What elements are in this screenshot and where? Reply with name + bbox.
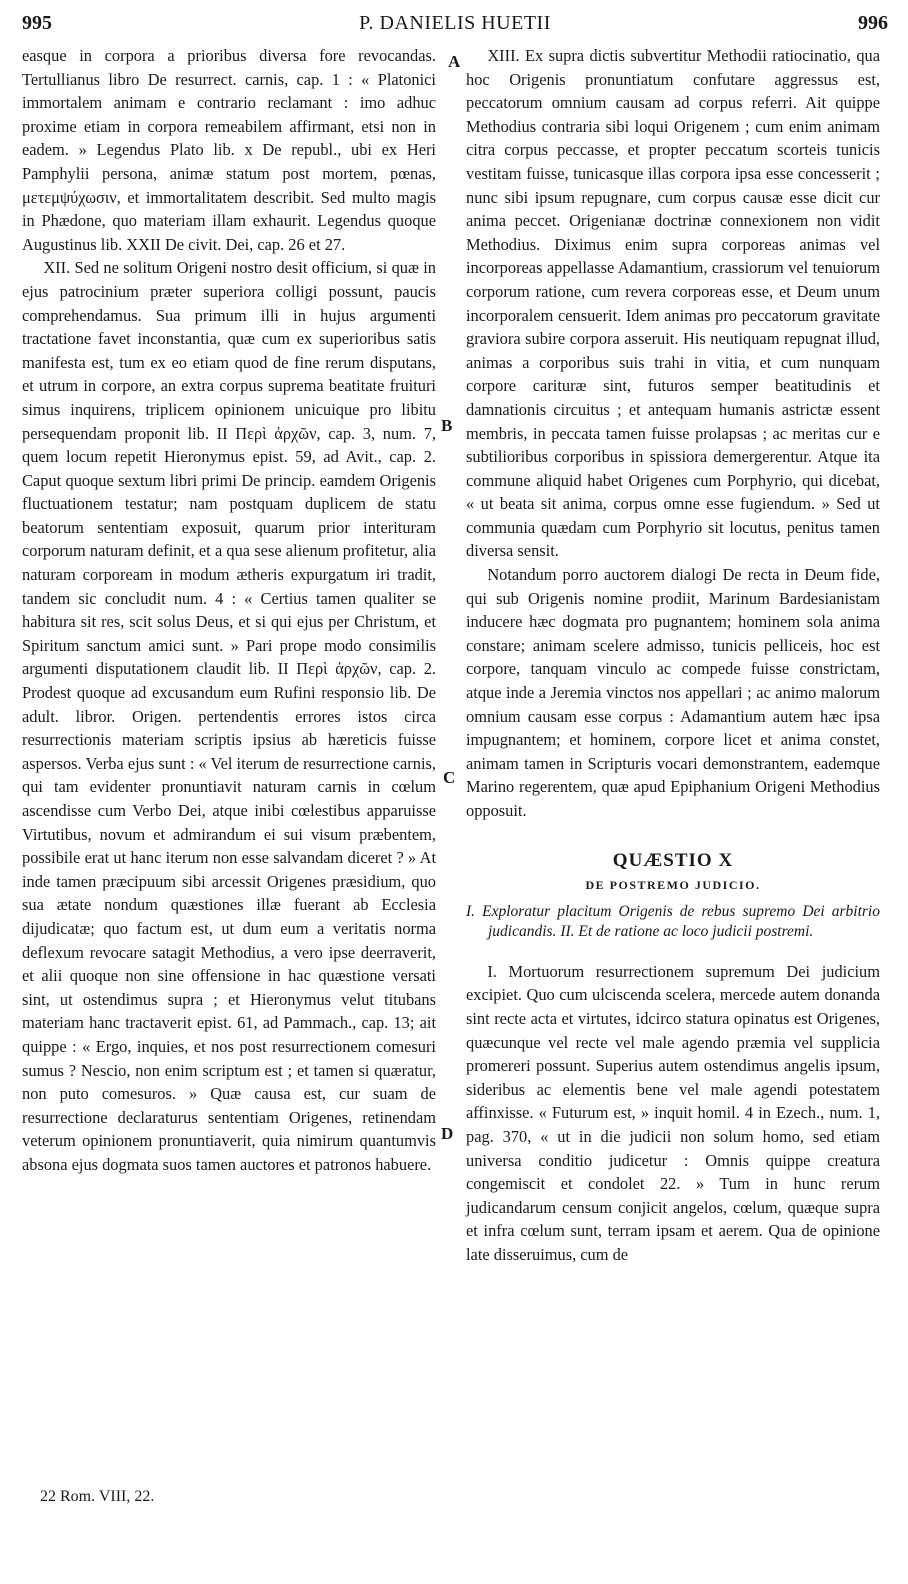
left-paragraph-2: XII. Sed ne solitum Origeni nostro desit officium, si quæ in ejus patrocinium præter superiora colligi possunt, paucis comprehendamus. Sua primum illi in hujus argumenti tractatione favet inconstantia, quæ cum ex superioribus satis manifesta est, tum ex eo etiam quod de fine rerum disputans, et utrum in corpore, an extra corpus suprema beatitate fruituri simus inquirens, triplicem opinionem unicuique pro libitu persequendam proponit lib. II Περὶ ἀρχῶν, cap. 3, num. 7, quem locum repetit Hieronymus epist. 59, ad Avit., cap. 2. Caput quoque sextum libri primi De princip. eamdem Origenis fluctuationem testatur; nam postquam duplicem de statu beatorum sententiam exposuit, quarum prior interituram corporum naturam definit, et a qua sese alienum profitetur, alia naturam corpoream in modum ætheris expurgatum iri tradit, tandem sic concludit num. 4 : « Certius tamen qualiter se habitura sit res, scit solus Deus, et si qui ejus per Christum, et Spiritum sanctum amici sunt. » Pari prope modo consimilis argumenti disputationem claudit lib. II Περὶ ἀρχῶν, cap. 2. Prodest quoque ad excusandum eum Rufini responsio lib. De adult. libror. Origen. pertendentis errores istos circa resurrectionis materiam scriptis ipsius ab hæreticis fuisse aspersos. Verba ejus sunt : « Vel iterum de resurrectione carnis, qui tam evidenter pronuntiavit naturam carnis in cœlum ascendisse cum Verbo Dei, atque inibi cœlestibus apparuisse Virtutibus, novum et admirandum ei sui visum præbentem, possibile erat ut hanc iterum non esse salvandam diceret ? » At inde tamen præcipuum sibi arcessit Origenes præsidium, quo sua ætate nondum quæstiones illæ fuerant ab Ecclesia dijudicatæ; quo factum est, ut dum eum a veritatis norma deflexum revocare satagit Methodius, a vero ipse deerraverit, et alii quoque non sine offensione in hac quæstione versati sint, ut ostendimus supra ; et Hieronymus velut titubans materiam hanc tractaverit epist. 61, ad Pammach., cap. 13; ait quippe : « Ergo, inquies, et nos post resurrectionem comesuri sumus ? Nescio, non enim scriptum est ; et tamen si quæratur, non puto comesuros. » Quæ causa est, cur suam de resurrectione declaraturus sententiam Origenes, retinendam veterum opinionem pronuntiaverit, quia nimirum quantumvis absona ejus dogmata suos tamen auctores et patronos habuere. — [22, 258, 436, 1174]
margin-marker-c: C — [443, 768, 456, 787]
margin-marker-a: A — [448, 52, 461, 71]
right-paragraph-2: Notandum porro auctorem dialogi De recta in Deum fide, qui sub Origenis nomine prodiit, Marinum Bardesianistam inducere hæc dogmata pro pugnantem; hominem sola anima constare; animam scelere admisso, tunicis pelliceis, hoc est corpore, tanquam vinculo ac compede fuisse constrictam, atque inde a Jeremia vinctos nos appellari ; ac animo malorum omnium causam esse corpus : Adamantium autem hæc ipsa impugnantem; et hominem, corpore licet et anima constet, animam tamen in Scripturis vocari demonstrantem, eademque Marino regerentem, quæ apud Epiphanium Origeni Methodius opposuit. — [466, 565, 880, 820]
page-number-right: 996 — [858, 12, 888, 34]
quaestio-summary: I. Exploratur placitum Origenis de rebus supremo Dei arbitrio judicandis. II. Et de ratione ac loco judicii postremi. — [466, 902, 880, 940]
margin-marker-d: D — [441, 1124, 454, 1143]
footnote: 22 Rom. VIII, 22. — [40, 1488, 155, 1505]
left-column — [22, 44, 436, 1177]
quaestio-subtitle: DE POSTREMO JUDICIO. — [585, 878, 761, 893]
margin-marker-b: B — [441, 416, 453, 435]
page-number-left: 995 — [22, 12, 52, 34]
running-title: P. DANIELIS HUETII — [359, 12, 551, 34]
right-paragraph-3: I. Mortuorum resurrectionem supremum Dei judicium excipiet. Quo cum ulciscenda scelera, mercede autem donanda sint recte acta et virtutes, idcirco statura opinatus est Origenes, quæcunque vel recte vel male agendo præmia vel supplicia promereri possunt. Superius autem ostendimus angelis ipsum, sideribus ac elementis bene vel male agendi potestatem affinxisse. « Futurum est, » inquit homil. 4 in Ezech., num. 1, pag. 370, « ut in die judicii non solum homo, sed etiam universa conditio judicetur : Omnis quippe creatura congemiscit et condolet 22. » Tum in hunc rerum judicandarum censum conjicit angelos, cœlum, quæque supra et infra cœlum sunt, terram ipsam et aerem. Qua de opinione late disseruimus, cum de — [466, 961, 880, 1264]
left-paragraph-1: easque in corpora a prioribus diversa fore revocandas. Tertullianus libro De resurrect. carnis, cap. 1 : « Platonici immortalem animam e contrario reclamant : imo adhuc proxime etiam in corpora remeabilem affirmant, etsi non in eadem. » Legendus Plato lib. x De republ., ubi ex Heri Pamphylii persona, animæ statum post mortem, pœnas, μετεμψύχωσιν, et immortalitatem describit. Sed multo magis in Phædone, quo materiam illam exhaurit. Legendus quoque Augustinus lib. XXII De civit. Dei, cap. 26 et 27. — [22, 46, 436, 254]
right-paragraph-1: XIII. Ex supra dictis subvertitur Methodii ratiocinatio, qua hoc Origenis pronuntiatum confutare aggressus est, peccatorum omnium causam ad corpus referri. Ait quippe Methodius contraria sibi loqui Origenem ; cum enim animam citra corpus peccasse, et propter peccatum scorteis tunicis vestitam fuisse, tunicasque illas corpora ipsa esse concesserit ; nunc sibi ipsum repugnare, cum corpus causæ esse dicit cur anima peccet. Origenianæ doctrinæ connexionem non vidit Methodius. Diximus enim supra corporeas animas vel incorporeas appellasse Adamantium, crassiorum vel tenuiorum corporum ratione, cum revera corporeas esse, et Deum unum incorporalem censuerit. Idem animas pro peccatorum gravitate graviora subire corpora asseruit. His neutiquam repugnat illud, animas a corporibus suis trahi in vitia, et cum nunquam corpore carituræ sint, futuros semper beatitudinis et damnationis circuitus ; et antequam humanis astrictæ essent membris, in peccata tamen fuisse prolapsas ; ac meritas cur e subtilioribus corporibus in spissiora demergerentur. Atque ita commune aliquid habet Origenes cum Porphyrio, qui dicebat, « ut beata sit anima, corpus omne esse fugiendum. » Sed ut communia quædam cum Porphyrio sit locutus, penitus tamen diversa sensit. — [466, 46, 880, 561]
quaestio-title: QUÆSTIO X — [612, 849, 734, 871]
page-header — [22, 12, 888, 42]
right-column — [466, 44, 880, 1267]
